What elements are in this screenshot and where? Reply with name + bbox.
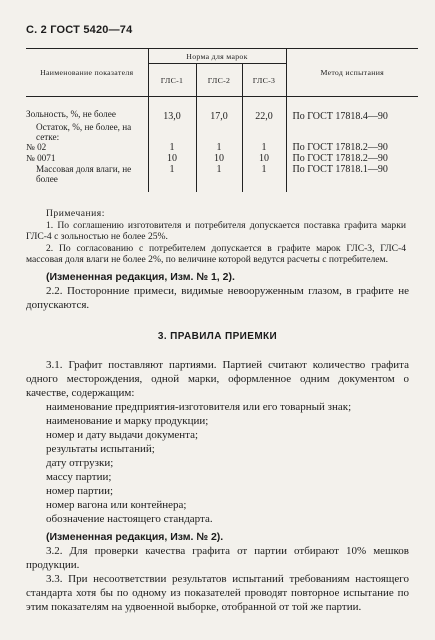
list-item: номер и дату выдачи документа; [46,429,199,441]
page-header: С. 2 ГОСТ 5420—74 [26,24,133,36]
row-label: Зольность, %, не более [26,109,116,119]
cell-method: По ГОСТ 17818.1—90 [286,164,418,192]
cell-value [196,122,242,142]
paragraph-2-2: 2.2. Посторонние примеси, видимые невооруженным глазом, в графите не допускаются. [26,285,409,311]
cell-value [242,122,286,142]
grade-header: ГЛС-2 [196,64,242,97]
cell-value: 1 [242,164,286,192]
paragraph-3-2: 3.2. Для проверки качества графита от партии отбирают 10% мешков продукции. [26,545,409,571]
table-row [26,97,418,123]
note-item: 1. По соглашению изготовителя и потребителя допускается поставка графита марки ГЛС-4 с зольностью не более 25%. [26,219,406,242]
cell-value: 10 [196,153,242,164]
table-notes [26,208,406,266]
list-item: дату отгрузки; [46,457,114,469]
cell-value [148,122,196,142]
table-row [26,164,418,192]
row-label: № 0071 [26,153,56,163]
row-label: Остаток, %, не более, на сетке: [36,122,132,142]
row-label: № 02 [26,142,47,152]
cell-value: 13,0 [148,97,196,123]
cell-method: По ГОСТ 17818.4—90 [286,97,418,123]
cell-value: 1 [242,142,286,153]
cell-value: 22,0 [242,97,286,123]
document-body [26,270,409,614]
grade-header: ГЛС-3 [242,64,286,97]
amendment-note: (Измененная редакция, Изм. № 2). [46,531,224,543]
list-item: наименование предприятия-изготовителя или его товарный знак; [46,401,352,413]
amendment-note: (Измененная редакция, Изм. № 1, 2). [46,271,235,283]
note-item: 2. По согласованию с потребителем допускается в графите марок ГЛС-3, ГЛС-4 массовая доля влаги не более 2%, по величине которой ведутся расчеты с потребителем. [26,242,406,265]
col-method-header: Метод испытания [286,49,418,97]
cell-value: 10 [148,153,196,164]
cell-method: По ГОСТ 17818.2—90 [286,153,418,164]
cell-value: 1 [148,164,196,192]
cell-method [286,122,418,142]
col-norm-header: Норма для марок [148,49,286,64]
section-heading: 3. ПРАВИЛА ПРИЕМКИ [157,331,278,342]
cell-value: 10 [242,153,286,164]
row-label: Массовая доля влаги, не более [36,164,132,184]
notes-title: Примечания: [46,208,105,219]
list-item: номер партии; [46,485,114,497]
paragraph-3-3: 3.3. При несоответствии результатов испытаний требованиям настоящего стандарта хотя бы по одному из показателей проводят повторное испытание по этим показателям на удвоенной выборке, отобранной от той же партии. [26,573,409,613]
paragraph-3-1: 3.1. Графит поставляют партиями. Партией считают количество графита одного месторождения, одной марки, оформленное одним документом о качестве, содержащим: [26,359,409,399]
table-row [26,122,418,142]
list-item: массу партии; [46,471,112,483]
list-item: результаты испытаний; [46,443,155,455]
spec-table [26,48,418,192]
table-row [26,142,418,153]
list-item: обозначение настоящего стандарта. [46,513,213,525]
col-name-header: Наименование показателя [26,49,148,97]
cell-value: 1 [196,164,242,192]
list-item: наименование и марку продукции; [46,415,209,427]
cell-value: 17,0 [196,97,242,123]
cell-method: По ГОСТ 17818.2—90 [286,142,418,153]
grade-header: ГЛС-1 [148,64,196,97]
cell-value: 1 [148,142,196,153]
table-row [26,153,418,164]
list-item: номер вагона или контейнера; [46,499,187,511]
cell-value: 1 [196,142,242,153]
